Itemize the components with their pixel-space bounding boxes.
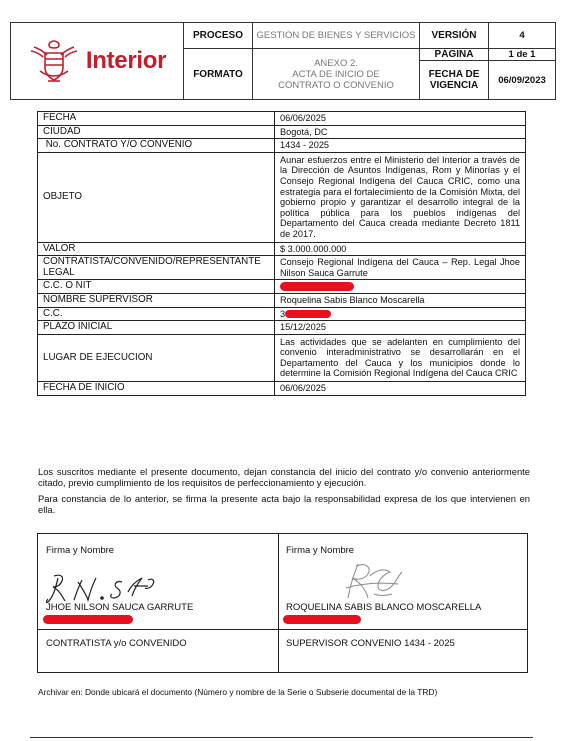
nit-label: C.C. O NIT — [38, 280, 275, 294]
vigencia-value: 06/09/2023 — [489, 61, 556, 100]
signature-divider — [278, 534, 279, 672]
formato-label: FORMATO — [184, 49, 253, 100]
table-row — [38, 139, 526, 153]
fecha-label: FECHA — [38, 112, 275, 126]
signature-separator — [38, 629, 527, 630]
redaction-mark — [280, 282, 354, 291]
formato-value — [253, 49, 420, 100]
redaction-mark — [285, 310, 331, 318]
table-row — [38, 321, 526, 335]
supervisor-label: NOMBRE SUPERVISOR — [38, 293, 275, 307]
contratista-value: Consejo Regional Indígena del Cauca – Rep. Legal Jhoe Nilson Sauca Garrute — [275, 256, 526, 280]
table-row — [38, 152, 526, 242]
table-row — [38, 382, 526, 396]
nit-value — [275, 280, 526, 294]
signature-box — [37, 533, 528, 673]
contract-data-table — [37, 111, 526, 396]
table-row — [38, 307, 526, 321]
right-signature-name: ROQUELINA SABIS BLANCO MOSCARELLA — [286, 602, 482, 613]
contrato-label: No. CONTRATO Y/O CONVENIO — [38, 139, 275, 153]
vigencia-label: FECHA DE VIGENCIA — [420, 61, 489, 100]
pagina-label: PÁGINA — [420, 49, 489, 61]
contratista-label: CONTRATISTA/CONVENIDO/REPRESENTANTE LEGAL — [38, 256, 275, 280]
table-row — [38, 242, 526, 256]
cc-value — [275, 307, 526, 321]
ciudad-label: CIUDAD — [38, 125, 275, 139]
objeto-value: Aunar esfuerzos entre el Ministerio del Interior a través de la Dirección de Asuntos Indígenas, Rom y Minorías y el Consejo Regional Indígena del Cauca CRIC, como una estrategia para el fortalecimiento de la Comisión Mixta, del gobierno propio y garantizar el desarrollo integral de la política pública para los pueblos indígenas del Departamento del Cauca creada mediante Decreto 1811 de 2017. — [275, 152, 526, 242]
version-value: 4 — [489, 23, 556, 49]
objeto-label: OBJETO — [38, 152, 275, 242]
left-signature-name: JHOE NILSON SAUCA GARRUTE — [46, 602, 194, 613]
logo-cell — [11, 23, 184, 100]
table-row — [38, 334, 526, 381]
cc-value-prefix: 3 — [280, 308, 286, 319]
redaction-mark — [43, 615, 133, 624]
lugar-value: Las actividades que se adelanten en cumplimiento del convenio interadministrativo se desarrollarán en el Departamento del Cauca y los municipios donde lo determine la Comisión Regional Indígena del Cauca CRIC — [275, 334, 526, 381]
pagina-value: 1 de 1 — [489, 49, 556, 61]
plazo-label: PLAZO INICIAL — [38, 321, 275, 335]
table-row — [38, 280, 526, 294]
coat-of-arms-icon — [28, 37, 80, 85]
formato-line-2: ACTA DE INICIO DE — [292, 68, 380, 80]
ministry-logo — [11, 37, 183, 85]
valor-label: VALOR — [38, 242, 275, 256]
left-signature-role: CONTRATISTA y/o CONVENIDO — [46, 638, 187, 649]
left-signature-label: Firma y Nombre — [46, 545, 115, 556]
redaction-mark — [283, 615, 361, 624]
formato-line-3: CONTRATO O CONVENIO — [278, 79, 394, 91]
valor-value: $ 3.000.000.000 — [275, 242, 526, 256]
cc-label: C.C. — [38, 307, 275, 321]
ciudad-value: Bogotá, DC — [275, 125, 526, 139]
fecha-value: 06/06/2025 — [275, 112, 526, 126]
contrato-value: 1434 - 2025 — [275, 139, 526, 153]
paragraph-firma: Para constancia de lo anterior, se firma la presente acta bajo la responsabilidad expresa de los que intervienen en ella. — [38, 493, 530, 515]
table-row — [38, 112, 526, 126]
formato-line-1: ANEXO 2. — [314, 57, 358, 69]
archive-note: Archivar en: Donde ubicará el documento (Número y nombre de la Serie o Subserie documental de la TRD) — [38, 687, 438, 697]
table-row — [38, 293, 526, 307]
lugar-label: LUGAR DE EJECUCION — [38, 334, 275, 381]
document-header — [10, 22, 556, 100]
version-label: VERSIÓN — [420, 23, 489, 49]
right-signature-label: Firma y Nombre — [286, 545, 355, 556]
paragraph-constancia: Los suscritos mediante el presente documento, dejan constancia del inicio del contrato y/o convenio anteriormente citado, previo cumplimiento de los requisitos de perfeccionamiento y ejecución. — [38, 466, 530, 488]
table-row — [38, 125, 526, 139]
plazo-value: 15/12/2025 — [275, 321, 526, 335]
inicio-label: FECHA DE INICIO — [38, 382, 275, 396]
inicio-value: 06/06/2025 — [275, 382, 526, 396]
right-signature-image — [340, 558, 412, 606]
page-bottom-rule — [30, 737, 533, 738]
supervisor-value: Roquelina Sabis Blanco Moscarella — [275, 293, 526, 307]
logo-wordmark: Interior — [85, 47, 167, 74]
right-signature-role: SUPERVISOR CONVENIO 1434 - 2025 — [286, 638, 455, 649]
proceso-value: GESTION DE BIENES Y SERVICIOS — [253, 23, 420, 49]
proceso-label: PROCESO — [184, 23, 253, 49]
table-row — [38, 256, 526, 280]
